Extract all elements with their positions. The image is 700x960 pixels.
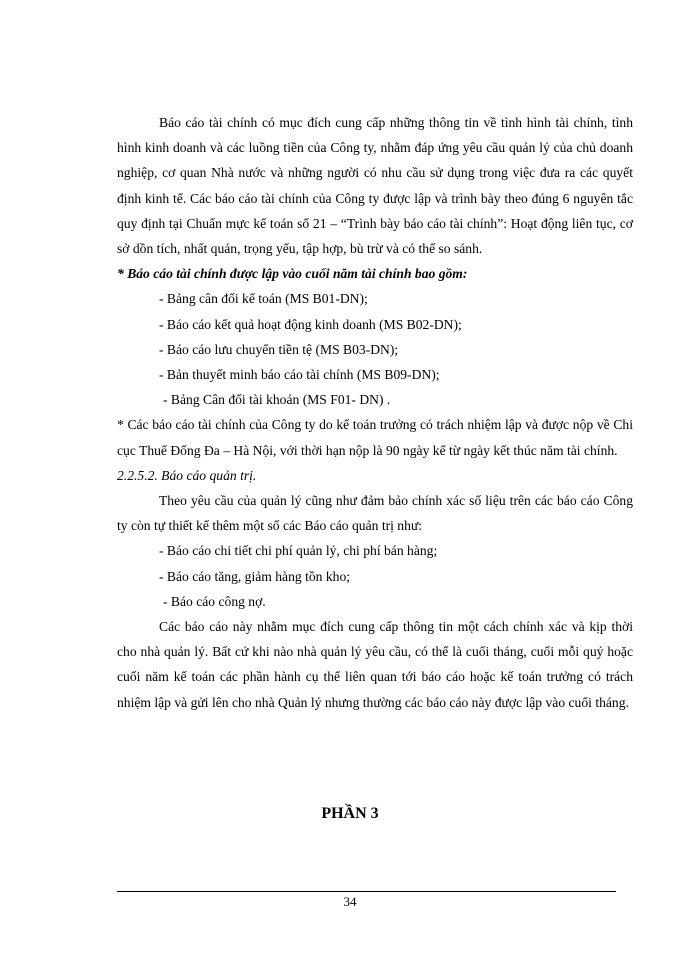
paragraph-financial-reports-purpose: Báo cáo tài chính có mục đích cung cấp những thông tin về tình hình tài chính, tình hình kinh doanh và các luồng tiền của Công ty, nhằm đáp ứng yêu cầu quản lý của chủ doanh nghiệp, cơ quan Nhà nước và những người có nhu cầu sử dụng trong việc đưa ra các quyết định kinh tế. Các báo cáo tài chính của Công ty được lập và trình bày theo đúng 6 nguyên tắc quy định tại Chuẩn mực kế toán số 21 – “Trình bày báo cáo tài chính”: Hoạt động liên tục, cơ sở dồn tích, nhất quán, trọng yếu, tập hợp, bù trừ và có thể so sánh.	[117, 115, 633, 257]
paragraph-submission: * Các báo cáo tài chính của Công ty do kế toán trưởng có trách nhiệm lập và được nộp về Chi cục Thuế Đống Đa – Hà Nội, với thời hạn nộp là 90 ngày kể từ ngày kết thúc năm tài chính.	[117, 417, 633, 458]
list-item-balance-sheet: - Bảng cân đối kế toán (MS B01-DN);	[159, 291, 368, 307]
list-item-debts: - Báo cáo công nợ.	[163, 593, 266, 609]
list-item-inventory: - Báo cáo tăng, giảm hàng tồn kho;	[159, 568, 351, 584]
list-item-income-statement: - Báo cáo kết quả hoạt động kinh doanh (MS B02-DN);	[159, 316, 462, 332]
paragraph-management-intro: Theo yêu cầu của quản lý cũng như đảm bảo chính xác số liệu trên các báo cáo Công ty còn tự thiết kế thêm một số các Báo cáo quản trị như:	[117, 493, 633, 534]
list-item-cost-detail: - Báo cáo chi tiết chi phí quản lý, chi phí bán hàng;	[159, 543, 438, 559]
page-number: 34	[343, 894, 357, 909]
heading-financial-reports: * Báo cáo tài chính được lập vào cuối năm tài chính bao gồm:	[117, 266, 468, 282]
part-heading: PHẦN 3	[321, 805, 379, 822]
paragraph-management-timing: Các báo cáo này nhằm mục đích cung cấp thông tin một cách chính xác và kịp thời cho nhà quản lý. Bất cứ khi nào nhà quản lý yêu cầu, có thể là cuối tháng, cuối mỗi quý hoặc cuối năm kế toán các phần hành cụ thể liên quan tới báo cáo hoặc kế toán trưởng có trách nhiệm lập và gửi lên cho nhà Quản lý nhưng thường các báo cáo này được lập vào cuối tháng.	[117, 619, 633, 710]
list-item-cash-flow: - Báo cáo lưu chuyển tiền tệ (MS B03-DN);	[159, 341, 399, 357]
list-item-notes: - Bản thuyết minh báo cáo tài chính (MS B09-DN);	[159, 367, 440, 383]
footer-divider	[117, 891, 616, 892]
section-heading-management-reports: 2.2.5.2. Báo cáo quản trị.	[117, 467, 257, 483]
list-item-trial-balance: - Bảng Cân đối tài khoản (MS F01- DN) .	[163, 392, 391, 408]
body-text	[117, 110, 633, 715]
